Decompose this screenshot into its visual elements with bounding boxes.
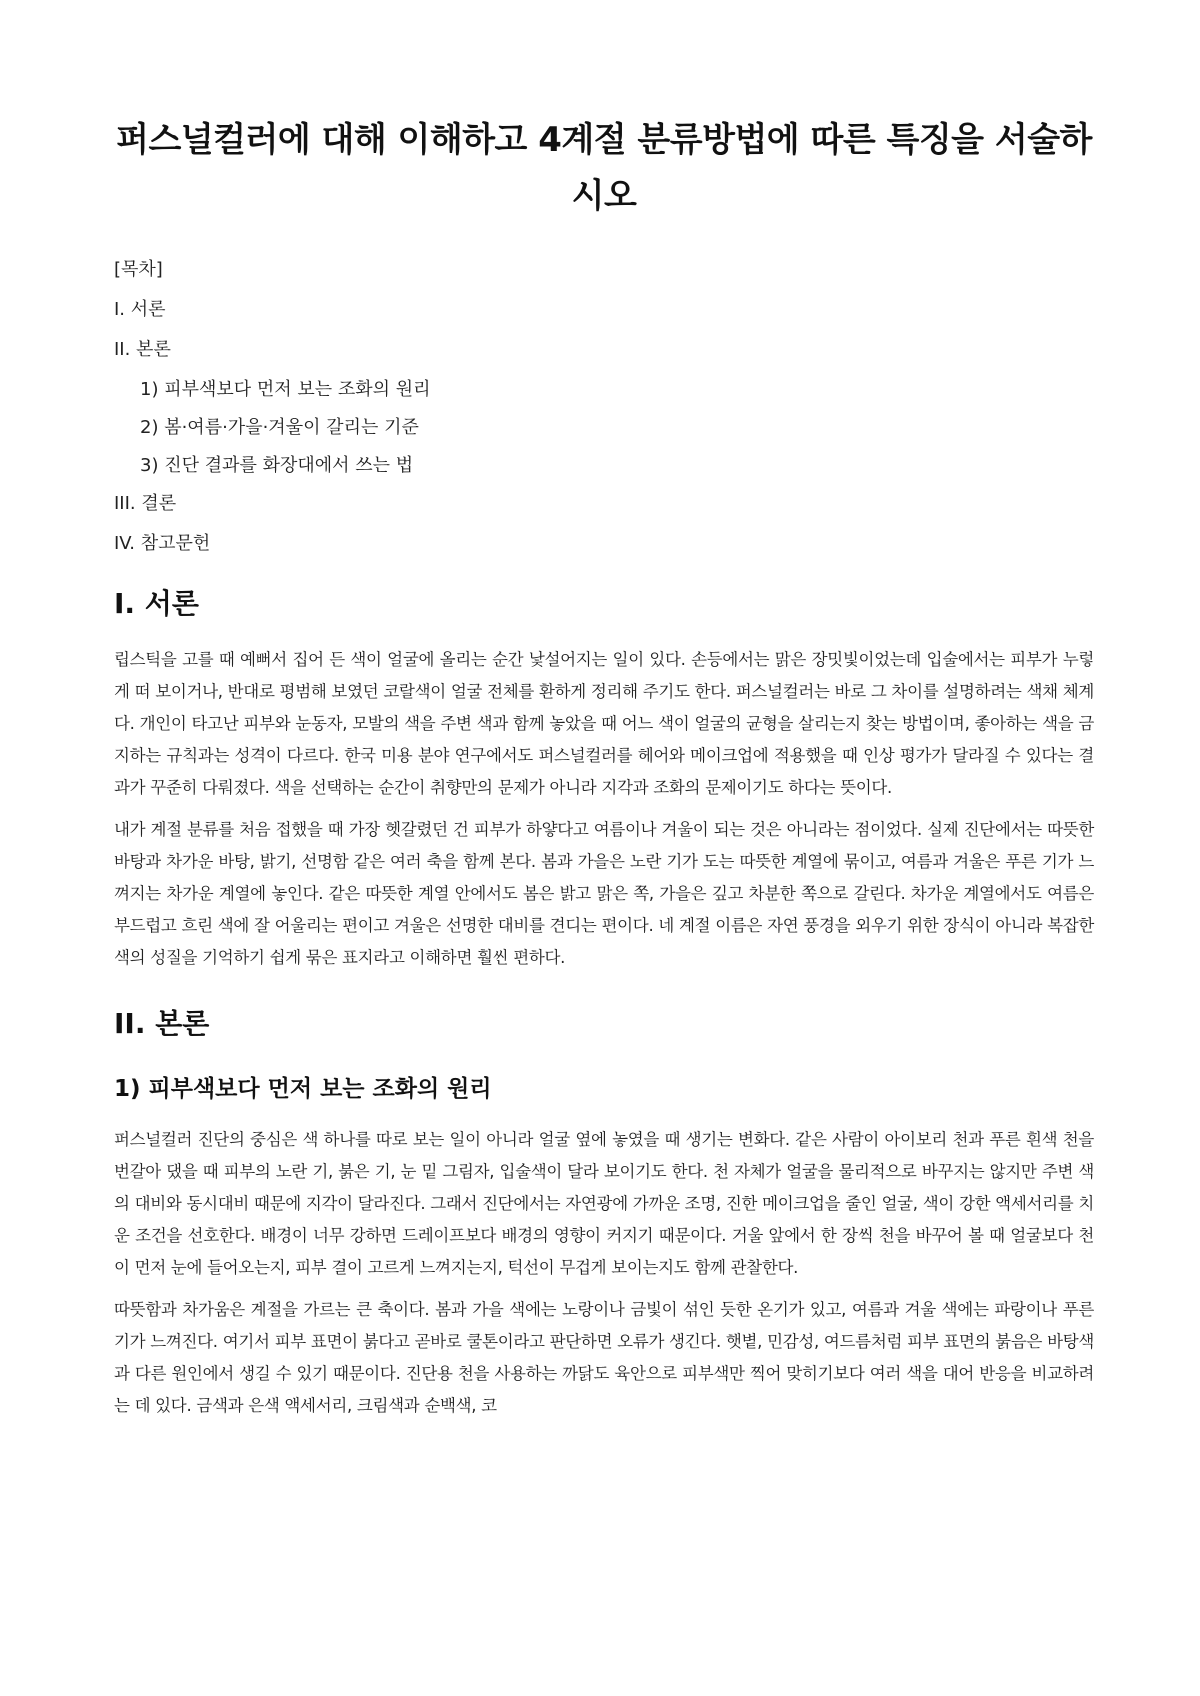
body-subsection-1-paragraph-1: 퍼스널컬러 진단의 중심은 색 하나를 따로 보는 일이 아니라 얼굴 옆에 놓였을 때 생기는 변화다. 같은 사람이 아이보리 천과 푸른 흰색 천을 번갈아 댔을 때 피부의 노란 기, 붉은 기, 눈 밑 그림자, 입술색이 달라 보이기도 한다. 천 자체가 얼굴을 물리적으로 바꾸지는 않지만 주변 색의 대비와 동시대비 때문에 지각이 달라진다. 그래서 진단에서는 자연광에 가까운 조명, 진한 메이크업을 줄인 얼굴, 색이 강한 액세서리를 치운 조건을 선호한다. 배경이 너무 강하면 드레이프보다 배경의 영향이 커지기 때문이다. 거울 앞에서 한 장씩 천을 바꾸어 볼 때 얼굴보다 천이 먼저 눈에 들어오는지, 피부 결이 고르게 느껴지는지, 턱선이 무겁게 보이는지도 함께 관찰한다. — [114, 1130, 1094, 1277]
body-subsection-1-paragraph-2: 따뜻함과 차가움은 계절을 가르는 큰 축이다. 봄과 가을 색에는 노랑이나 금빛이 섞인 듯한 온기가 있고, 여름과 겨울 색에는 파랑이나 푸른 기가 느껴진다. 여기서 피부 표면이 붉다고 곧바로 쿨톤이라고 판단하면 오류가 생긴다. 햇볕, 민감성, 여드름처럼 피부 표면의 붉음은 바탕색과 다른 원인에서 생길 수 있기 때문이다. 진단용 천을 사용하는 까닭도 육안으로 피부색만 찍어 맞히기보다 여러 색을 대어 반응을 비교하려는 데 있다. 금색과 은색 액세서리, 크림색과 순백색, 코 — [114, 1300, 1094, 1415]
introduction-heading: I. 서론 — [114, 587, 199, 620]
introduction-paragraph-1: 립스틱을 고를 때 예뻐서 집어 든 색이 얼굴에 올리는 순간 낯설어지는 일이 있다. 손등에서는 맑은 장밋빛이었는데 입술에서는 피부가 누렇게 떠 보이거나, 반대로 평범해 보였던 코랄색이 얼굴 전체를 환하게 정리해 주기도 한다. 퍼스널컬러는 바로 그 차이를 설명하려는 색채 체계다. 개인이 타고난 피부와 눈동자, 모발의 색을 주변 색과 함께 놓았을 때 어느 색이 얼굴의 균형을 살리는지 찾는 방법이며, 좋아하는 색을 금지하는 규칙과는 성격이 다르다. 한국 미용 분야 연구에서도 퍼스널컬러를 헤어와 메이크업에 적용했을 때 인상 평가가 달라질 수 있다는 결과가 꾸준히 다뤄졌다. 색을 선택하는 순간이 취향만의 문제가 아니라 지각과 조화의 문제이기도 하다는 뜻이다. — [114, 650, 1094, 797]
toc-item-body-1: 1) 피부색보다 먼저 보는 조화의 원리 — [140, 379, 431, 400]
toc-item-body-2: 2) 봄·여름·가을·겨울이 갈리는 기준 — [140, 417, 419, 438]
body-subsection-1-heading: 1) 피부색보다 먼저 보는 조화의 원리 — [114, 1076, 492, 1102]
toc-item-references: IV. 참고문헌 — [114, 533, 211, 554]
toc-heading: [목차] — [114, 259, 163, 280]
document-title: 퍼스널컬러에 대해 이해하고 4계절 분류방법에 따른 특징을 서술하시오 — [116, 120, 1092, 216]
toc-item-body: II. 본론 — [114, 339, 171, 360]
body-section — [114, 1004, 1094, 1422]
toc-item-conclusion: III. 결론 — [114, 493, 177, 514]
body-heading: II. 본론 — [114, 1007, 210, 1040]
introduction-paragraph-2: 내가 계절 분류를 처음 접했을 때 가장 헷갈렸던 건 피부가 하얗다고 여름이나 겨울이 되는 것은 아니라는 점이었다. 실제 진단에서는 따뜻한 바탕과 차가운 바탕, 밝기, 선명함 같은 여러 축을 함께 본다. 봄과 가을은 노란 기가 도는 따뜻한 계열에 묶이고, 여름과 겨울은 푸른 기가 느껴지는 차가운 계열에 놓인다. 같은 따뜻한 계열 안에서도 봄은 밝고 맑은 쪽, 가을은 깊고 차분한 쪽으로 갈린다. 차가운 계열에서도 여름은 부드럽고 흐린 색에 잘 어울리는 편이고 겨울은 선명한 대비를 견디는 편이다. 네 계절 이름은 자연 풍경을 외우기 위한 장식이 아니라 복잡한 색의 성질을 기억하기 쉽게 묶은 표지라고 이해하면 훨씬 편하다. — [114, 820, 1094, 967]
toc-list — [114, 298, 1094, 556]
toc-item-body-3: 3) 진단 결과를 화장대에서 쓰는 법 — [140, 455, 414, 476]
introduction-section — [114, 584, 1094, 974]
table-of-contents — [114, 258, 1094, 556]
toc-item-introduction: I. 서론 — [114, 299, 166, 320]
